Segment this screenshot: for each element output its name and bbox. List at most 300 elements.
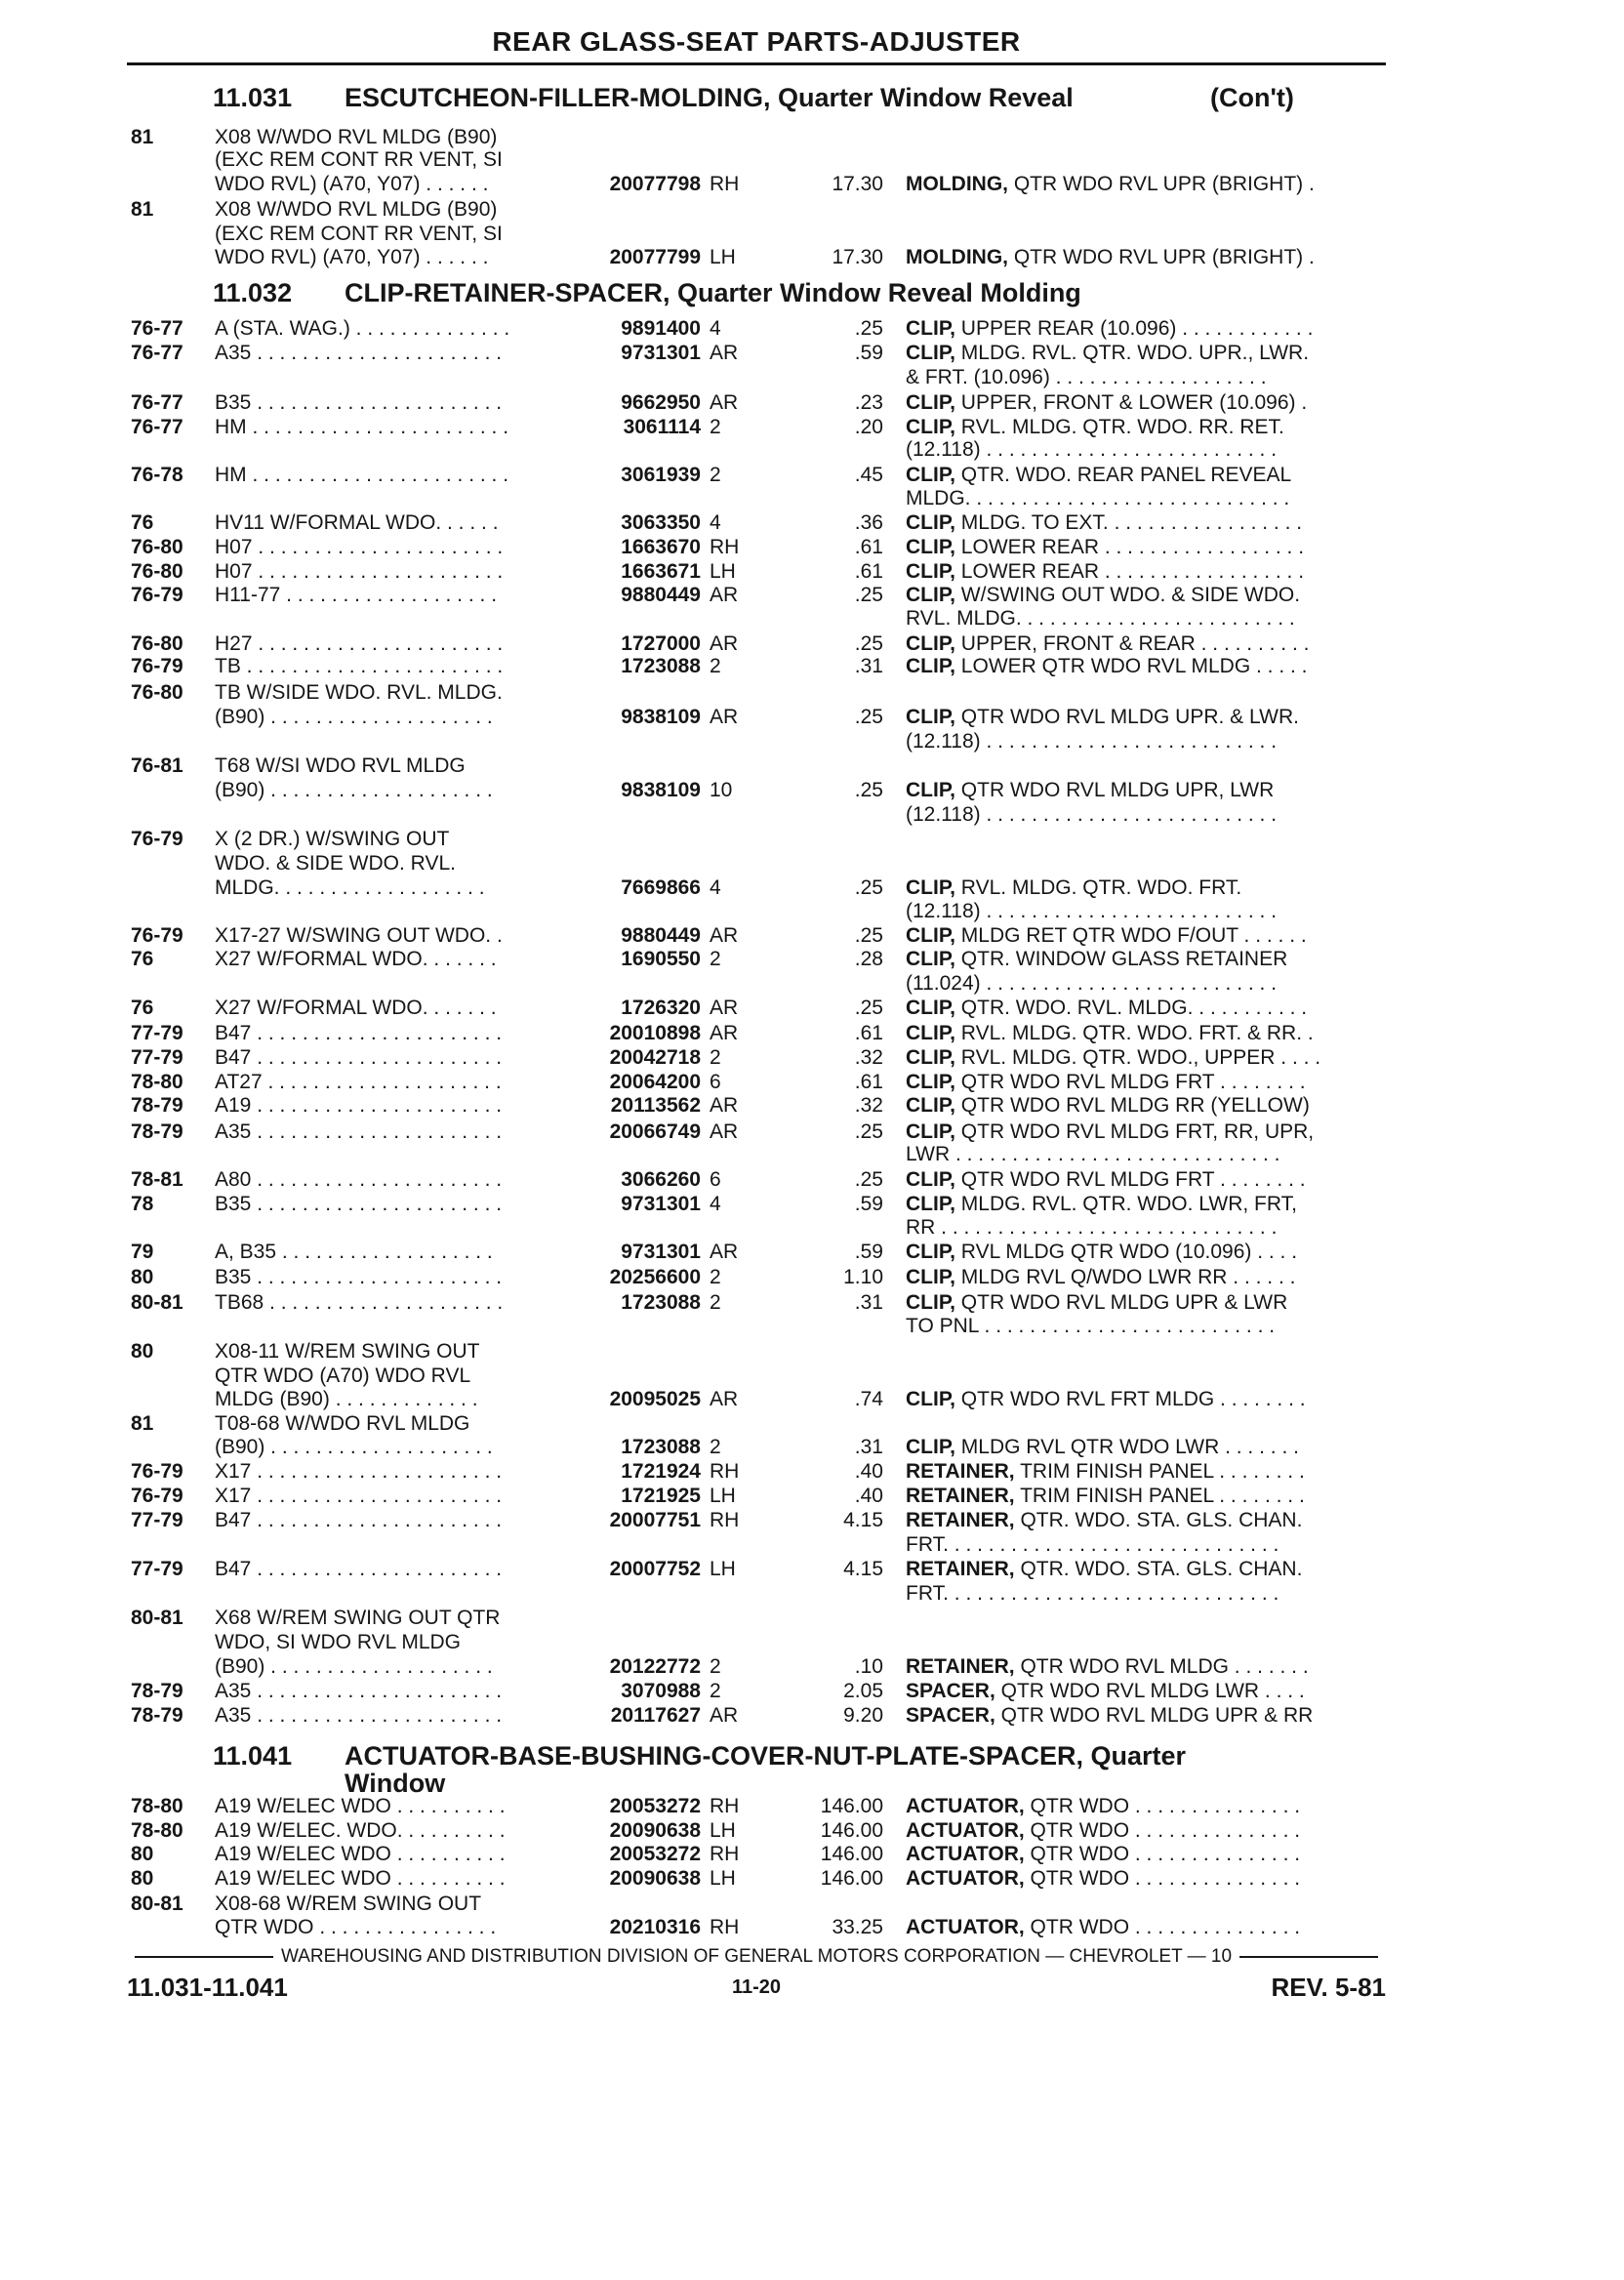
quantity: AR (710, 391, 739, 414)
part-number: 20007751 (609, 1509, 701, 1531)
section-title: ACTUATOR-BASE-BUSHING-COVER-NUT-PLATE-SPACER, Quarter (345, 1741, 1187, 1771)
part-name (906, 1532, 1394, 1557)
part-name-detail: (12.118) . . . . . . . . . . . . . . . . . . . . . . . . . . (906, 803, 1278, 826)
part-number: 9731301 (621, 1241, 701, 1263)
quantity: 2 (710, 1266, 721, 1288)
model-year: 76-80 (131, 536, 183, 558)
part-name (906, 1215, 1394, 1240)
application-description: WDO RVL) (A70, Y07) . . . . . . (215, 173, 489, 195)
footer-division-line (127, 1945, 1386, 1969)
section-number: 11.041 (213, 1741, 293, 1771)
part-number: 20095025 (609, 1388, 701, 1410)
part-name-keyword: CLIP, (906, 342, 955, 364)
part-name-keyword: CLIP, (906, 1388, 955, 1410)
price: .25 (854, 584, 883, 606)
price: .10 (854, 1655, 883, 1678)
application-description: A19 W/ELEC WDO . . . . . . . . . . (215, 1843, 506, 1865)
application-description: (B90) . . . . . . . . . . . . . . . . . . . . (215, 706, 493, 728)
part-name (906, 1314, 1394, 1338)
part-name-keyword: CLIP, (906, 1120, 955, 1143)
part-number: 9880449 (621, 584, 701, 606)
application-description: QTR WDO . . . . . . . . . . . . . . . . (215, 1916, 497, 1938)
section-title: ESCUTCHEON-FILLER-MOLDING, Quarter Window Reveal (345, 83, 1074, 112)
price: .25 (854, 1168, 883, 1191)
part-name-detail: QTR. WDO. REAR PANEL REVEAL (954, 464, 1292, 486)
part-name (906, 1142, 1394, 1166)
part-name-detail: LWR . . . . . . . . . . . . . . . . . . . . . . . . . . . . . (906, 1143, 1280, 1165)
part-name-detail: W/SWING OUT WDO. & SIDE WDO. (954, 584, 1301, 606)
application-description: TB . . . . . . . . . . . . . . . . . . . . . . . (215, 655, 504, 677)
price: .61 (854, 1071, 883, 1093)
application-description: A35 . . . . . . . . . . . . . . . . . . . . . . (215, 1704, 503, 1727)
part-name-detail: QTR WDO RVL FRT MLDG . . . . . . . . (954, 1388, 1306, 1410)
price: .31 (854, 1291, 883, 1314)
application-description: B35 . . . . . . . . . . . . . . . . . . . . . . (215, 391, 503, 414)
application-description: QTR WDO (A70) WDO RVL (215, 1364, 471, 1387)
application-description: A19 . . . . . . . . . . . . . . . . . . . . . . (215, 1094, 503, 1117)
part-number: 9880449 (621, 924, 701, 947)
part-number: 20066749 (609, 1120, 701, 1143)
section-number: 11.032 (213, 278, 293, 307)
model-year: 76-79 (131, 1460, 183, 1483)
quantity: AR (710, 584, 739, 606)
part-number: 20042718 (609, 1046, 701, 1069)
part-name-detail: RVL MLDG QTR WDO (10.096) . . . . (954, 1241, 1298, 1263)
part-name (906, 390, 1394, 415)
price: .59 (854, 1241, 883, 1263)
application-description: A19 W/ELEC. WDO. . . . . . . . . . (215, 1819, 506, 1842)
part-name-detail: QTR. WDO. STA. GLS. CHAN. (1014, 1509, 1303, 1531)
application-description: A19 W/ELEC WDO . . . . . . . . . . (215, 1795, 506, 1817)
part-name (906, 172, 1394, 196)
model-year: 76-80 (131, 560, 183, 583)
quantity: LH (710, 1867, 736, 1890)
part-name-keyword: CLIP, (906, 560, 955, 583)
application-description: HM . . . . . . . . . . . . . . . . . . . . . . . (215, 464, 509, 486)
model-year: 76-79 (131, 1485, 183, 1507)
part-name-keyword: CLIP, (906, 948, 955, 970)
part-name (906, 971, 1394, 996)
part-name (906, 1654, 1394, 1679)
application-description: MLDG (B90) . . . . . . . . . . . . . (215, 1388, 478, 1410)
model-year: 78-80 (131, 1071, 183, 1093)
part-name (906, 1070, 1394, 1094)
price: .45 (854, 464, 883, 486)
part-number: 9731301 (621, 1193, 701, 1215)
part-name-keyword: SPACER, (906, 1704, 995, 1727)
part-name-detail: RVL. MLDG. . . . . . . . . . . . . . . . . . . . . . . . . (906, 607, 1295, 630)
application-description: X27 W/FORMAL WDO. . . . . . . (215, 948, 497, 970)
quantity: RH (710, 536, 740, 558)
model-year: 78-80 (131, 1819, 183, 1842)
price: 33.25 (832, 1916, 883, 1938)
part-name (906, 1167, 1394, 1192)
price: 146.00 (820, 1843, 883, 1865)
section-title-continued: Window (345, 1769, 446, 1798)
part-number: 1723088 (621, 1291, 701, 1314)
part-number: 20077798 (609, 173, 701, 195)
application-description: A80 . . . . . . . . . . . . . . . . . . . . . . (215, 1168, 503, 1191)
model-year: 76-80 (131, 681, 183, 704)
part-number: 20113562 (610, 1094, 701, 1117)
part-name (906, 802, 1394, 827)
price: .59 (854, 342, 883, 364)
part-name-detail: MLDG RVL Q/WDO LWR RR . . . . . . (954, 1266, 1296, 1288)
section-note: (Con't) (1210, 83, 1294, 112)
model-year: 81 (131, 198, 154, 221)
part-name-detail: LOWER REAR . . . . . . . . . . . . . . . . . . (954, 536, 1305, 558)
price: .59 (854, 1193, 883, 1215)
part-name (906, 1265, 1394, 1289)
quantity: 6 (710, 1071, 721, 1093)
price: 146.00 (820, 1867, 883, 1890)
model-year: 77-79 (131, 1509, 183, 1531)
price: .40 (854, 1460, 883, 1483)
part-name-detail: (12.118) . . . . . . . . . . . . . . . . . . . . . . . . . . (906, 900, 1278, 922)
part-name-detail: UPPER REAR (10.096) . . . . . . . . . . . . (954, 317, 1314, 340)
application-description: (B90) . . . . . . . . . . . . . . . . . . . . (215, 1436, 493, 1458)
part-name (906, 1842, 1394, 1866)
quantity: 4 (710, 511, 721, 534)
model-year: 81 (131, 126, 154, 148)
part-number: 20122772 (609, 1655, 701, 1678)
part-name-detail: TRIM FINISH PANEL . . . . . . . . (1014, 1460, 1305, 1483)
model-year: 78-80 (131, 1795, 183, 1817)
quantity: 4 (710, 317, 721, 340)
part-name-keyword: CLIP, (906, 416, 955, 438)
part-name (906, 1435, 1394, 1459)
application-description: H07 . . . . . . . . . . . . . . . . . . . . . . (215, 536, 504, 558)
application-description: WDO, SI WDO RVL MLDG (215, 1631, 462, 1653)
price: 4.15 (843, 1558, 883, 1580)
part-name (906, 1459, 1394, 1484)
part-name-keyword: RETAINER, (906, 1460, 1015, 1483)
application-description: X27 W/FORMAL WDO. . . . . . . (215, 997, 497, 1019)
price: .25 (854, 997, 883, 1019)
part-number: 20090638 (609, 1867, 701, 1890)
model-year: 76-79 (131, 655, 183, 677)
application-description: A (STA. WAG.) . . . . . . . . . . . . . . (215, 317, 510, 340)
part-name (906, 729, 1394, 753)
part-name-keyword: CLIP, (906, 924, 955, 947)
model-year: 76-77 (131, 391, 183, 414)
part-number: 9731301 (621, 342, 701, 364)
part-number: 9838109 (621, 706, 701, 728)
price: 17.30 (832, 173, 883, 195)
part-name-keyword: MOLDING, (906, 246, 1008, 268)
part-name-keyword: RETAINER, (906, 1485, 1015, 1507)
application-description: A, B35 . . . . . . . . . . . . . . . . . . . (215, 1241, 493, 1263)
section-heading-11-041 (213, 1742, 1423, 1797)
model-year: 77-79 (131, 1558, 183, 1580)
quantity: 2 (710, 416, 721, 438)
quantity: LH (710, 1485, 736, 1507)
price: 9.20 (843, 1704, 883, 1727)
price: .61 (854, 560, 883, 583)
part-name-keyword: CLIP, (906, 1266, 955, 1288)
model-year: 80-81 (131, 1291, 183, 1314)
part-name (906, 1021, 1394, 1045)
part-name-keyword: CLIP, (906, 1291, 955, 1314)
part-name-detail: QTR WDO RVL MLDG UPR, LWR (954, 779, 1275, 801)
application-description: H07 . . . . . . . . . . . . . . . . . . . . . . (215, 560, 504, 583)
part-name (906, 463, 1394, 487)
part-name (906, 559, 1394, 584)
page-title: REAR GLASS-SEAT PARTS-ADJUSTER (492, 26, 1021, 57)
model-year: 78-79 (131, 1680, 183, 1702)
quantity: AR (710, 1241, 739, 1263)
part-number: 20053272 (609, 1843, 701, 1865)
part-number: 20007752 (609, 1558, 701, 1580)
part-number: 20090638 (609, 1819, 701, 1842)
section-number: 11.031 (213, 83, 293, 112)
part-name (906, 316, 1394, 341)
model-year: 80 (131, 1266, 154, 1288)
part-number: 3061939 (621, 464, 701, 486)
quantity: LH (710, 560, 736, 583)
part-name-detail: RVL. MLDG. QTR. WDO. RR. RET. (954, 416, 1284, 438)
quantity: AR (710, 1120, 739, 1143)
part-name-detail: (11.024) . . . . . . . . . . . . . . . . . . . . . . . . . . (906, 972, 1278, 995)
part-number: 20117627 (610, 1704, 701, 1727)
part-name-keyword: CLIP, (906, 536, 955, 558)
part-name-keyword: MOLDING, (906, 173, 1008, 195)
quantity: AR (710, 342, 739, 364)
part-name-keyword: CLIP, (906, 997, 955, 1019)
part-name (906, 1581, 1394, 1606)
part-name (906, 1679, 1394, 1703)
part-number: 20256600 (609, 1266, 701, 1288)
quantity: RH (710, 1509, 740, 1531)
application-description: X08 W/WDO RVL MLDG (B90) (215, 198, 498, 221)
quantity: LH (710, 246, 736, 268)
part-name (906, 1703, 1394, 1728)
footer-dash-right (1239, 1956, 1378, 1958)
part-name-detail: QTR WDO RVL MLDG FRT . . . . . . . . (954, 1071, 1306, 1093)
quantity: LH (710, 1819, 736, 1842)
footer-section-range: 11.031-11.041 (127, 1973, 288, 2002)
application-description: T08-68 W/WDO RVL MLDG (215, 1412, 470, 1435)
price: .61 (854, 1022, 883, 1044)
application-description: X08 W/WDO RVL MLDG (B90) (215, 126, 498, 148)
part-number: 20053272 (609, 1795, 701, 1817)
part-name-keyword: SPACER, (906, 1680, 995, 1702)
part-number: 3063350 (621, 511, 701, 534)
part-name (906, 1192, 1394, 1216)
quantity: RH (710, 1460, 740, 1483)
application-description: X17 . . . . . . . . . . . . . . . . . . . . . . (215, 1460, 503, 1483)
quantity: 2 (710, 1436, 721, 1458)
part-name-detail: LOWER REAR . . . . . . . . . . . . . . . . . . (954, 560, 1305, 583)
footer-division-text: WAREHOUSING AND DISTRIBUTION DIVISION OF GENERAL MOTORS CORPORATION — CHEVROLET — 10 (280, 1946, 1233, 1967)
part-name (906, 245, 1394, 269)
model-year: 76-80 (131, 632, 183, 655)
price: .61 (854, 536, 883, 558)
part-name (906, 1915, 1394, 1939)
section-heading-11-031 (213, 84, 1423, 111)
model-year: 76 (131, 997, 154, 1019)
part-name-keyword: RETAINER, (906, 1558, 1015, 1580)
quantity: AR (710, 1094, 739, 1117)
section-title: CLIP-RETAINER-SPACER, Quarter Window Reveal Molding (345, 278, 1081, 307)
application-description: A35 . . . . . . . . . . . . . . . . . . . . . . (215, 1120, 503, 1143)
part-number: 1723088 (621, 1436, 701, 1458)
part-name-detail: MLDG. . . . . . . . . . . . . . . . . . . . . . . . . . . . . (906, 487, 1290, 509)
price: .23 (854, 391, 883, 414)
part-name-keyword: CLIP, (906, 706, 955, 728)
part-name (906, 923, 1394, 948)
part-name (906, 1093, 1394, 1118)
part-name (906, 875, 1394, 900)
model-year: 80-81 (131, 1607, 183, 1629)
part-number: 1723088 (621, 655, 701, 677)
part-name-detail: QTR WDO RVL MLDG UPR & RR (995, 1704, 1314, 1727)
application-description: X17-27 W/SWING OUT WDO. . (215, 924, 503, 947)
part-name-detail: FRT. . . . . . . . . . . . . . . . . . . . . . . . . . . . . . (906, 1582, 1279, 1605)
application-description: MLDG. . . . . . . . . . . . . . . . . . . (215, 876, 485, 899)
part-name-detail: MLDG RET QTR WDO F/OUT . . . . . . (954, 924, 1307, 947)
model-year: 80 (131, 1867, 154, 1890)
part-name-detail: QTR WDO RVL MLDG UPR. & LWR. (954, 706, 1299, 728)
application-description: B35 . . . . . . . . . . . . . . . . . . . . . . (215, 1266, 503, 1288)
part-name-detail: QTR WDO RVL MLDG FRT . . . . . . . . (954, 1168, 1306, 1191)
part-name-detail: QTR WDO RVL MLDG LWR . . . . (995, 1680, 1305, 1702)
part-name-keyword: CLIP, (906, 1168, 955, 1191)
part-number: 3070988 (621, 1680, 701, 1702)
model-year: 78-79 (131, 1094, 183, 1117)
part-name (906, 415, 1394, 439)
part-number: 9838109 (621, 779, 701, 801)
part-name-detail: TO PNL . . . . . . . . . . . . . . . . . . . . . . . . . . (906, 1315, 1276, 1337)
application-description: AT27 . . . . . . . . . . . . . . . . . . . . . (215, 1071, 502, 1093)
part-name (906, 1794, 1394, 1818)
quantity: 10 (710, 779, 733, 801)
quantity: AR (710, 706, 739, 728)
quantity: AR (710, 997, 739, 1019)
part-name-detail: QTR WDO . . . . . . . . . . . . . . . (1024, 1843, 1301, 1865)
part-name (906, 510, 1394, 535)
part-name-detail: & FRT. (10.096) . . . . . . . . . . . . . . . . . . . (906, 366, 1267, 388)
quantity: AR (710, 1704, 739, 1727)
quantity: 2 (710, 948, 721, 970)
part-name (906, 486, 1394, 510)
part-name (906, 1557, 1394, 1581)
quantity: LH (710, 1558, 736, 1580)
part-name-detail: LOWER QTR WDO RVL MLDG . . . . . (954, 655, 1308, 677)
part-name-keyword: RETAINER, (906, 1655, 1015, 1678)
quantity: 4 (710, 876, 721, 899)
part-name-keyword: CLIP, (906, 511, 955, 534)
part-name-detail: QTR. WDO. RVL. MLDG. . . . . . . . . . . (954, 997, 1308, 1019)
application-description: (B90) . . . . . . . . . . . . . . . . . . . . (215, 1655, 493, 1678)
part-name-keyword: CLIP, (906, 464, 955, 486)
quantity: 2 (710, 464, 721, 486)
part-name-detail: QTR WDO . . . . . . . . . . . . . . . (1024, 1819, 1301, 1842)
price: .31 (854, 1436, 883, 1458)
part-number: 1721924 (621, 1460, 701, 1483)
part-number: 20210316 (609, 1916, 701, 1938)
part-name-keyword: CLIP, (906, 876, 955, 899)
part-name-detail: RVL. MLDG. QTR. WDO. FRT. & RR. . (954, 1022, 1314, 1044)
application-description: T68 W/SI WDO RVL MLDG (215, 754, 466, 777)
application-description: X68 W/REM SWING OUT QTR (215, 1607, 501, 1629)
model-year: 76-78 (131, 464, 183, 486)
part-name-detail: MLDG. RVL. QTR. WDO. UPR., LWR. (954, 342, 1310, 364)
model-year: 76-79 (131, 828, 183, 850)
part-name-detail: QTR WDO RVL MLDG FRT, RR, UPR, (954, 1120, 1315, 1143)
part-name (906, 631, 1394, 656)
part-name-detail: RVL. MLDG. QTR. WDO. FRT. (954, 876, 1242, 899)
header-rule (127, 62, 1386, 65)
application-description: X17 . . . . . . . . . . . . . . . . . . . . . . (215, 1485, 503, 1507)
application-description: WDO. & SIDE WDO. RVL. (215, 852, 456, 875)
model-year: 76 (131, 948, 154, 970)
model-year: 78-79 (131, 1704, 183, 1727)
footer-revision: REV. 5-81 (1271, 1973, 1386, 2002)
part-name (906, 1290, 1394, 1315)
part-name-detail: MLDG. RVL. QTR. WDO. LWR, FRT, (954, 1193, 1297, 1215)
part-name (906, 1045, 1394, 1070)
price: .36 (854, 511, 883, 534)
part-number: 20064200 (609, 1071, 701, 1093)
model-year: 76-77 (131, 342, 183, 364)
price: .28 (854, 948, 883, 970)
part-number: 1721925 (621, 1485, 701, 1507)
application-description: (EXC REM CONT RR VENT, SI (215, 148, 503, 171)
model-year: 76-79 (131, 584, 183, 606)
part-name (906, 583, 1394, 607)
part-name-keyword: CLIP, (906, 391, 955, 414)
part-name-detail: QTR WDO RVL MLDG RR (YELLOW) (954, 1094, 1310, 1117)
quantity: 4 (710, 1193, 721, 1215)
part-name (906, 705, 1394, 729)
part-name-detail: QTR WDO RVL MLDG UPR & LWR (954, 1291, 1288, 1314)
application-description: B47 . . . . . . . . . . . . . . . . . . . . . . (215, 1558, 503, 1580)
application-description: B47 . . . . . . . . . . . . . . . . . . . . . . (215, 1046, 503, 1069)
part-name-keyword: CLIP, (906, 1241, 955, 1263)
price: 17.30 (832, 246, 883, 268)
model-year: 80-81 (131, 1893, 183, 1915)
part-name-detail: QTR WDO RVL UPR (BRIGHT) . (1008, 246, 1315, 268)
price: .20 (854, 416, 883, 438)
model-year: 79 (131, 1241, 154, 1263)
part-name (906, 947, 1394, 971)
part-name (906, 1508, 1394, 1532)
price: .25 (854, 924, 883, 947)
application-description: B47 . . . . . . . . . . . . . . . . . . . . . . (215, 1509, 503, 1531)
part-name (906, 341, 1394, 365)
part-name (906, 1387, 1394, 1411)
part-number: 1663671 (621, 560, 701, 583)
price: .74 (854, 1388, 883, 1410)
part-name-detail: (12.118) . . . . . . . . . . . . . . . . . . . . . . . . . . (906, 438, 1278, 461)
part-name (906, 996, 1394, 1020)
part-name-keyword: ACTUATOR, (906, 1795, 1025, 1817)
part-name-detail: QTR. WDO. STA. GLS. CHAN. (1014, 1558, 1303, 1580)
quantity: AR (710, 924, 739, 947)
price: .32 (854, 1046, 883, 1069)
part-name (906, 1120, 1394, 1144)
model-year: 77-79 (131, 1022, 183, 1044)
quantity: 6 (710, 1168, 721, 1191)
footer-page-number: 11-20 (731, 1976, 782, 1998)
model-year: 80 (131, 1340, 154, 1363)
quantity: RH (710, 1795, 740, 1817)
quantity: 2 (710, 1655, 721, 1678)
part-name-detail: UPPER, FRONT & REAR . . . . . . . . . . (954, 632, 1310, 655)
part-name (906, 1866, 1394, 1891)
part-name-keyword: CLIP, (906, 1046, 955, 1069)
